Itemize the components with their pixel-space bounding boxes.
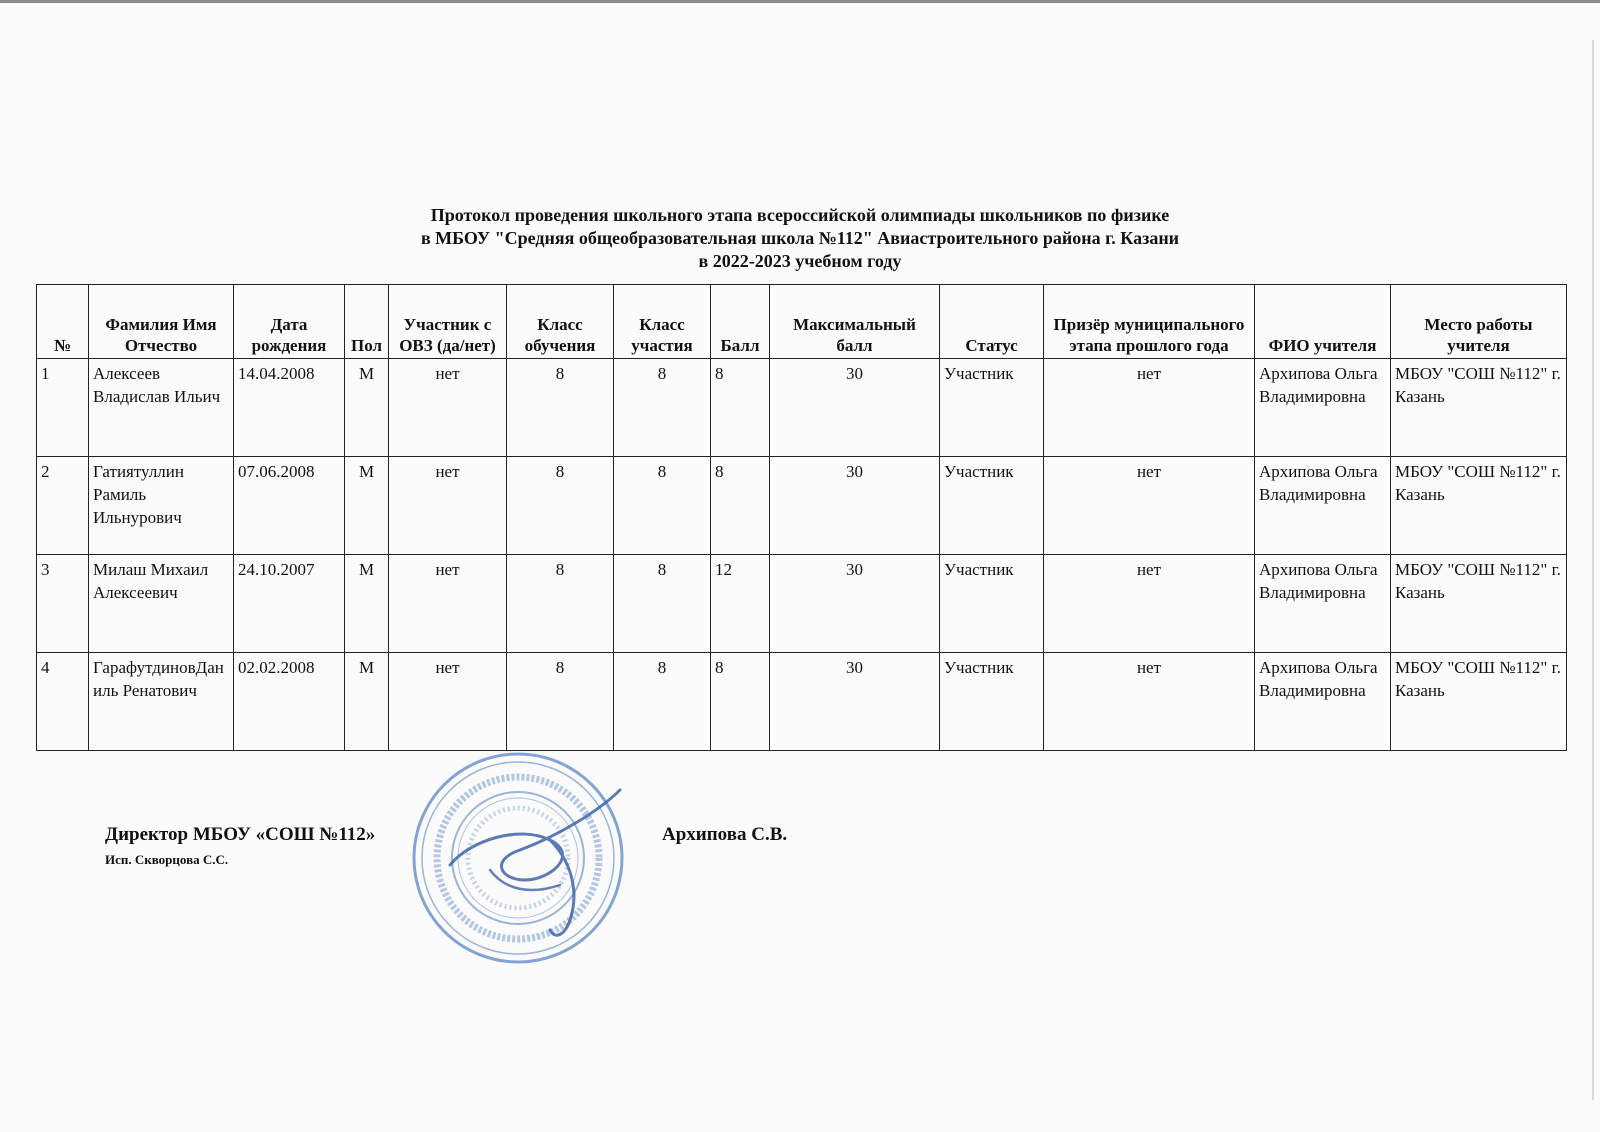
cell-score: 8 — [711, 653, 770, 751]
cell-grade-study: 8 — [507, 457, 614, 555]
header-status: Статус — [940, 285, 1044, 359]
cell-sex: М — [345, 653, 389, 751]
cell-num: 3 — [37, 555, 89, 653]
cell-max-score: 30 — [770, 359, 940, 457]
director-title: Директор МБОУ «СОШ №112» — [105, 824, 376, 845]
cell-dob: 02.02.2008 — [234, 653, 345, 751]
cell-status: Участник — [940, 555, 1044, 653]
scan-top-edge — [0, 0, 1600, 3]
cell-max-score: 30 — [770, 457, 940, 555]
cell-grade-part: 8 — [614, 653, 711, 751]
director-signature-icon — [430, 770, 650, 950]
cell-workplace: МБОУ "СОШ №112" г. Казань — [1391, 359, 1567, 457]
header-prev-winner: Призёр муниципального этапа прошлого года — [1044, 285, 1255, 359]
cell-ovz: нет — [389, 359, 507, 457]
cell-prev-winner: нет — [1044, 359, 1255, 457]
executor-line: Исп. Скворцова С.С. — [105, 852, 229, 867]
results-table — [36, 284, 1567, 751]
cell-workplace: МБОУ "СОШ №112" г. Казань — [1391, 555, 1567, 653]
scan-right-edge — [1592, 40, 1594, 1100]
document-title — [0, 204, 1600, 273]
cell-fio: Гатиятуллин Рамиль Ильнурович — [89, 457, 234, 555]
cell-ovz: нет — [389, 555, 507, 653]
cell-num: 1 — [37, 359, 89, 457]
cell-grade-study: 8 — [507, 653, 614, 751]
header-grade-part: Класс участия — [614, 285, 711, 359]
cell-teacher: Архипова Ольга Владимировна — [1255, 653, 1391, 751]
header-num: № — [37, 285, 89, 359]
cell-max-score: 30 — [770, 555, 940, 653]
table-row — [37, 359, 1567, 457]
cell-grade-part: 8 — [614, 457, 711, 555]
cell-dob: 07.06.2008 — [234, 457, 345, 555]
table-row — [37, 653, 1567, 751]
cell-fio: Милаш Михаил Алексеевич — [89, 555, 234, 653]
title-line-2: в МБОУ "Средняя общеобразовательная школа №112" Авиастроительного района г. Казани — [420, 228, 1180, 248]
header-grade-study: Класс обучения — [507, 285, 614, 359]
table-header-row — [37, 285, 1567, 359]
header-max-score: Максимальный балл — [770, 285, 940, 359]
cell-fio: Алексеев Владислав Ильич — [89, 359, 234, 457]
cell-sex: М — [345, 555, 389, 653]
cell-ovz: нет — [389, 653, 507, 751]
cell-status: Участник — [940, 359, 1044, 457]
cell-workplace: МБОУ "СОШ №112" г. Казань — [1391, 653, 1567, 751]
director-name: Архипова С.В. — [662, 824, 788, 845]
cell-grade-part: 8 — [614, 359, 711, 457]
cell-status: Участник — [940, 457, 1044, 555]
header-dob: Дата рождения — [234, 285, 345, 359]
cell-max-score: 30 — [770, 653, 940, 751]
cell-teacher: Архипова Ольга Владимировна — [1255, 359, 1391, 457]
cell-grade-study: 8 — [507, 359, 614, 457]
cell-workplace: МБОУ "СОШ №112" г. Казань — [1391, 457, 1567, 555]
cell-dob: 24.10.2007 — [234, 555, 345, 653]
cell-prev-winner: нет — [1044, 653, 1255, 751]
cell-score: 12 — [711, 555, 770, 653]
cell-sex: М — [345, 457, 389, 555]
cell-grade-study: 8 — [507, 555, 614, 653]
cell-prev-winner: нет — [1044, 457, 1255, 555]
cell-score: 8 — [711, 359, 770, 457]
header-ovz: Участник с ОВЗ (да/нет) — [389, 285, 507, 359]
header-score: Балл — [711, 285, 770, 359]
title-line-3: в 2022-2023 учебном году — [698, 251, 902, 271]
table-row — [37, 457, 1567, 555]
cell-fio: ГарафутдиновДаниль Ренатович — [89, 653, 234, 751]
cell-num: 2 — [37, 457, 89, 555]
cell-ovz: нет — [389, 457, 507, 555]
cell-status: Участник — [940, 653, 1044, 751]
title-line-1: Протокол проведения школьного этапа всероссийской олимпиады школьников по физике — [430, 205, 1170, 225]
cell-prev-winner: нет — [1044, 555, 1255, 653]
header-workplace: Место работы учителя — [1391, 285, 1567, 359]
cell-dob: 14.04.2008 — [234, 359, 345, 457]
cell-num: 4 — [37, 653, 89, 751]
cell-grade-part: 8 — [614, 555, 711, 653]
cell-score: 8 — [711, 457, 770, 555]
header-sex: Пол — [345, 285, 389, 359]
header-teacher: ФИО учителя — [1255, 285, 1391, 359]
header-fio: Фамилия Имя Отчество — [89, 285, 234, 359]
cell-sex: М — [345, 359, 389, 457]
cell-teacher: Архипова Ольга Владимировна — [1255, 555, 1391, 653]
cell-teacher: Архипова Ольга Владимировна — [1255, 457, 1391, 555]
table-row — [37, 555, 1567, 653]
